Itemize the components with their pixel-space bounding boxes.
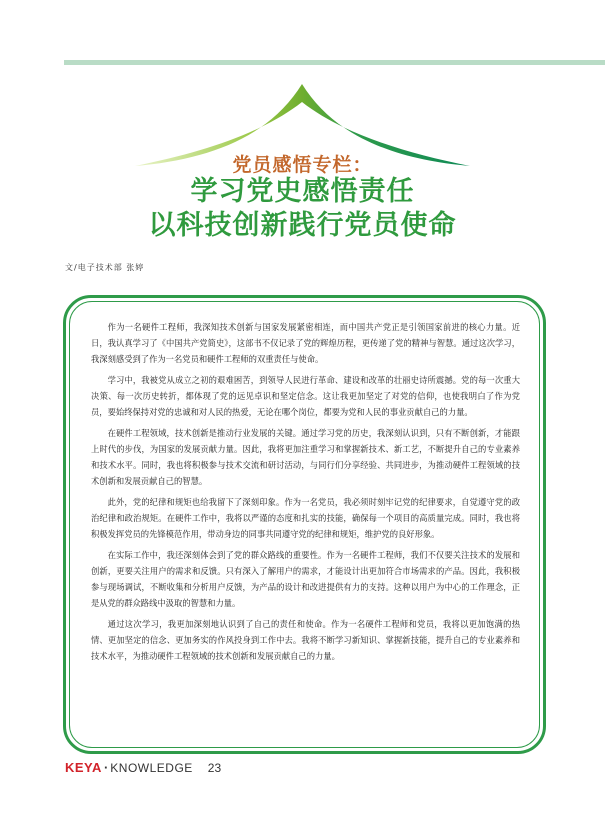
top-rule [64,60,605,65]
footer-separator: · [103,760,109,775]
column-kicker: 党员感悟专栏： [232,154,373,176]
page-number: 23 [207,761,222,775]
headline-line-2: 以科技创新践行党员使命 [148,210,457,241]
article-paragraph: 此外，党的纪律和规矩也给我留下了深刻印象。作为一名党员，我必须时刻牢记党的纪律要求，自觉遵守党的政治纪律和政治规矩。在硬件工作中，我将以严谨的态度和扎实的技能，确保每一个项目的高质量完成。同时，我也将积极发挥党员的先锋模范作用，带动身边的同事共同遵守党的纪律和规矩，维护党的良好形象。 [91,497,520,539]
byline: 文/电子技术部 张婷 [65,263,145,272]
article-paragraph: 学习中，我被党从成立之初的艰难困苦，到领导人民进行革命、建设和改革的壮丽史诗所震撼。党的每一次重大决策、每一次历史转折，都体现了党的远见卓识和坚定信念。这让我更加坚定了对党的信仰，也使我明白了作为党员，要始终保持对党的忠诚和对人民的热爱，无论在哪个岗位，都要为党和人民的事业贡献自己的力量。 [91,375,520,417]
article-paragraph: 作为一名硬件工程师，我深知技术创新与国家发展紧密相连，而中国共产党正是引领国家前进的核心力量。近日，我认真学习了《中国共产党简史》，这部书不仅记录了党的辉煌历程，更传递了党的精神与智慧。通过这次学习，我深刻感受到了作为一名党员和硬件工程师的双重责任与使命。 [91,322,520,364]
footer-brand: KEYA [65,760,102,775]
article-paragraph: 在硬件工程领域，技术创新是推动行业发展的关键。通过学习党的历史，我深刻认识到，只有不断创新，才能跟上时代的步伐，为国家的发展贡献力量。因此，我将更加注重学习和掌握新技术、新工艺，不断提升自己的专业素养和技术水平。同时，我也将积极参与技术交流和研讨活动，与同行们分享经验、共同进步，为推动硬件工程领域的技术创新和发展贡献自己的智慧。 [91,428,520,486]
article-body [91,319,520,669]
page-footer [65,760,221,782]
footer-section: KNOWLEDGE [110,761,193,775]
article-paragraph: 通过这次学习，我更加深刻地认识到了自己的责任和使命。作为一名硬件工程师和党员，我将以更加饱满的热情、更加坚定的信念、更加务实的作风投身到工作中去。我将不断学习新知识、掌握新技能，提升自己的专业素养和技术水平，为推动硬件工程领域的技术创新和发展贡献自己的力量。 [91,619,520,661]
headline-line-1: 学习党史感悟责任 [190,176,415,207]
article-paragraph: 在实际工作中，我还深刻体会到了党的群众路线的重要性。作为一名硬件工程师，我们不仅要关注技术的发展和创新，更要关注用户的需求和反馈。只有深入了解用户的需求，才能设计出更加符合市场需求的产品。因此，我积极参与现场调试，不断收集和分析用户反馈，为产品的设计和改进提供有力的支持。这种以用户为中心的工作理念，正是从党的群众路线中汲取的智慧和力量。 [91,550,520,608]
